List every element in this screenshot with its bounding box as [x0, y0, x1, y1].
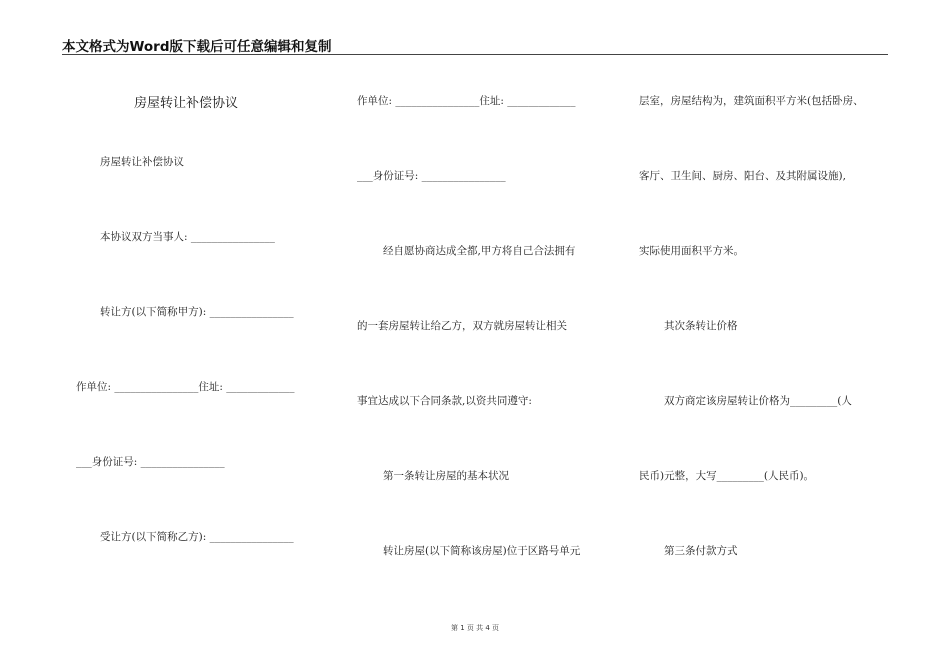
text-line: ___身份证号: ________________: [76, 456, 225, 468]
text-line: 第三条付款方式: [664, 545, 738, 557]
text-line: 作单位: ________________住址: _____________: [357, 95, 576, 107]
page-footer: 第 1 页 共 4 页: [450, 624, 500, 632]
text-line: 作单位: ________________住址: _____________: [76, 381, 295, 393]
column-3: [620, 0, 920, 672]
text-line: 实际使用面积平方米。: [639, 245, 744, 257]
text-line: 事宜达成以下合同条款,以资共同遵守:: [357, 395, 532, 407]
document-title: 房屋转让补偿协议: [134, 96, 239, 111]
text-line: 的一套房屋转让给乙方，双方就房屋转让相关: [357, 320, 567, 332]
text-line: 第一条转让房屋的基本状况: [383, 470, 509, 482]
text-line: 转让房屋(以下简称该房屋)位于区路号单元: [383, 545, 581, 557]
text-line: 客厅、卫生间、厨房、阳台、及其附属设施),: [639, 170, 846, 182]
column-2: [330, 0, 620, 672]
text-line: 转让方(以下简称甲方): ________________: [100, 306, 294, 318]
text-line: 双方商定该房屋转让价格为_________(人: [664, 395, 852, 407]
text-line: 层室，房屋结构为，建筑面积平方米(包括卧房、: [639, 95, 864, 107]
text-line: ___身份证号: ________________: [357, 170, 506, 182]
text-line: 经自愿协商达成全都,甲方将自己合法拥有: [383, 245, 576, 257]
text-line: 其次条转让价格: [664, 320, 738, 332]
text-line: 本协议双方当事人: ________________: [100, 231, 275, 243]
text-line: 民币)元整，大写_________(人民币)。: [639, 470, 815, 482]
header-title: 本文格式为Word版下载后可任意编辑和复制: [62, 39, 332, 55]
column-1: [0, 0, 330, 672]
text-line: 受让方(以下简称乙方): ________________: [100, 531, 294, 543]
text-line: 房屋转让补偿协议: [100, 156, 184, 168]
